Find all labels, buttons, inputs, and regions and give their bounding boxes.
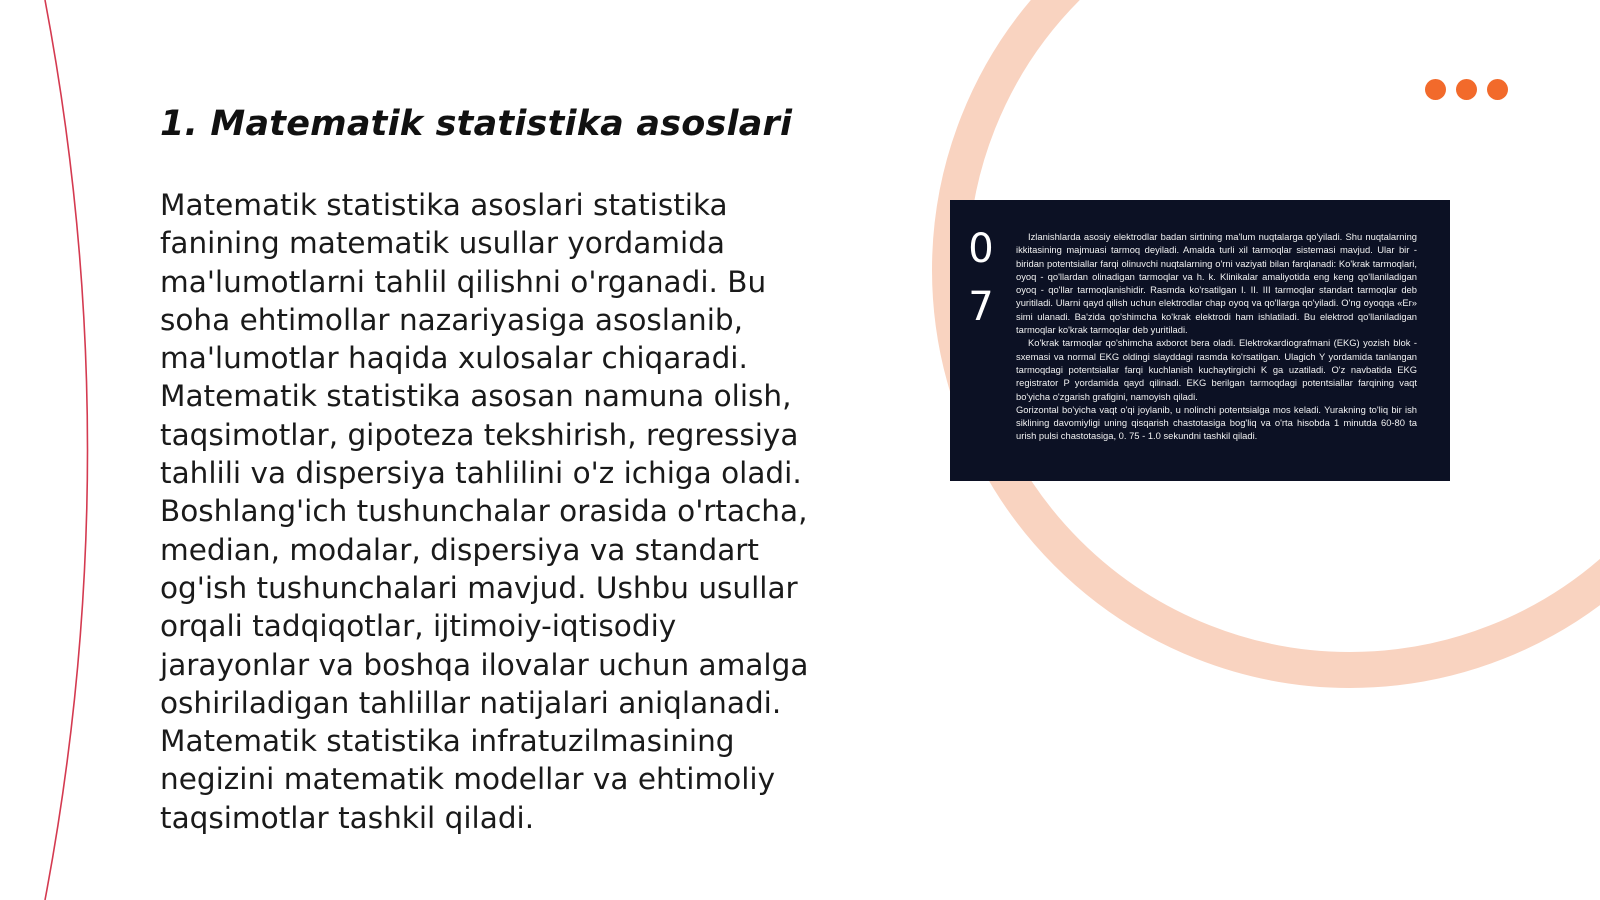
accent-dot-icon xyxy=(1425,79,1446,100)
card-text xyxy=(1016,230,1417,443)
slide-body-text: Matematik statistika asoslari statistika fanining matematik usullar yordamida ma'lumotlarni tahlil qilishni o'rganadi. Bu soha ehtimollar nazariyasiga asoslanib, ma'lumotlar haqida xulosalar chiqaradi. Matematik statistika asosan namuna olish, taqsimotlar, gipoteza tekshirish, regressiya tahlili va dispersiya tahlilini o'z ichiga oladi. Boshlang'ich tushunchalar orasida o'rtacha, median, modalar, dispersiya va standart og'ish tushunchalari mavjud. Ushbu usullar orqali tadqiqotlar, ijtimoiy-iqtisodiy jarayonlar va boshqa ilovalar uchun amalga oshiriladigan tahlillar natijalari aniqlanadi. Matematik statistika infratuzilmasining negizini matematik modellar va ehtimoliy taqsimotlar tashkil qiladi. xyxy=(160,188,809,835)
accent-dot-icon xyxy=(1456,79,1477,100)
dark-text-card xyxy=(950,200,1450,481)
card-paragraph: Izlanishlarda asosiy elektrodlar badan sirtining ma'lum nuqtalarga qo'yiladi. Shu nuqtalarning ikkitasining majmuasi tarmoq deyiladi. Amalda turli xil tarmoqlar sistemasi mavjud. Ular bir - biridan potentsiallar farqi olinuvchi nuqtalarning o'rni vaziyati bilan farqlanadi: Ko'krak tarmoqlari, oyoq - qo'llardan olinadigan tarmoqlar va h. k. Klinikalar amaliyotida eng keng qo'llaniladigan oyoq - qo'llar tarmoqlanishidir. Rasmda ko'rsatilgan I. II. III tarmoqlar standart tarmoqlar deb yuritiladi. Ularni qayd qilish uchun elektrodlar chap oyoq va qo'llarga qo'yiladi. O'ng oyoqqa «Er» simi ulanadi. Ba'zida qo'shimcha ko'krak elektrodi ham ishlatiladi. Bu elektrod qo'llaniladigan tarmoqlar ko'krak tarmoqlar deb yuritiladi. xyxy=(1016,231,1417,336)
card-number-bottom: 7 xyxy=(968,284,994,330)
card-paragraph: Gorizontal bo'yicha vaqt o'qi joylanib, u nolinchi potentsialga mos keladi. Yurakning to'liq bir ish siklining davomiyligi uning qisqarish chastotasiga bog'liq va o'rta hisobda 1 minutda 60-80 ta urish pulsi chastotasiga, 0. 75 - 1.0 sekundni tashkil qiladi. xyxy=(1016,403,1417,442)
card-paragraph: Ko'krak tarmoqlar qo'shimcha axborot bera oladi. Elektrokardiografmani (EKG) yozish blok - sxemasi va normal EKG oldingi slayddagi rasmda ko'rsatilgan. Ulagich Y yordamida tanlangan tarmoqdagi potentsiallar farqi kuchlanish kuchaytirgichi K ga uzatiladi. O'z navbatida EKG registrator P yordamida qayd qilinadi. EKG berilgan tarmoqdagi potentsiallar farqining vaqt bo'yicha o'zgarish grafigini, namoyish qiladi. xyxy=(1016,337,1417,402)
slide-title: 1. Matematik statistika asoslari xyxy=(160,104,793,144)
dots-menu xyxy=(1425,79,1508,100)
card-number-top: 0 xyxy=(968,226,994,272)
left-arc-line xyxy=(45,0,88,900)
card-number xyxy=(966,220,996,336)
accent-dot-icon xyxy=(1487,79,1508,100)
